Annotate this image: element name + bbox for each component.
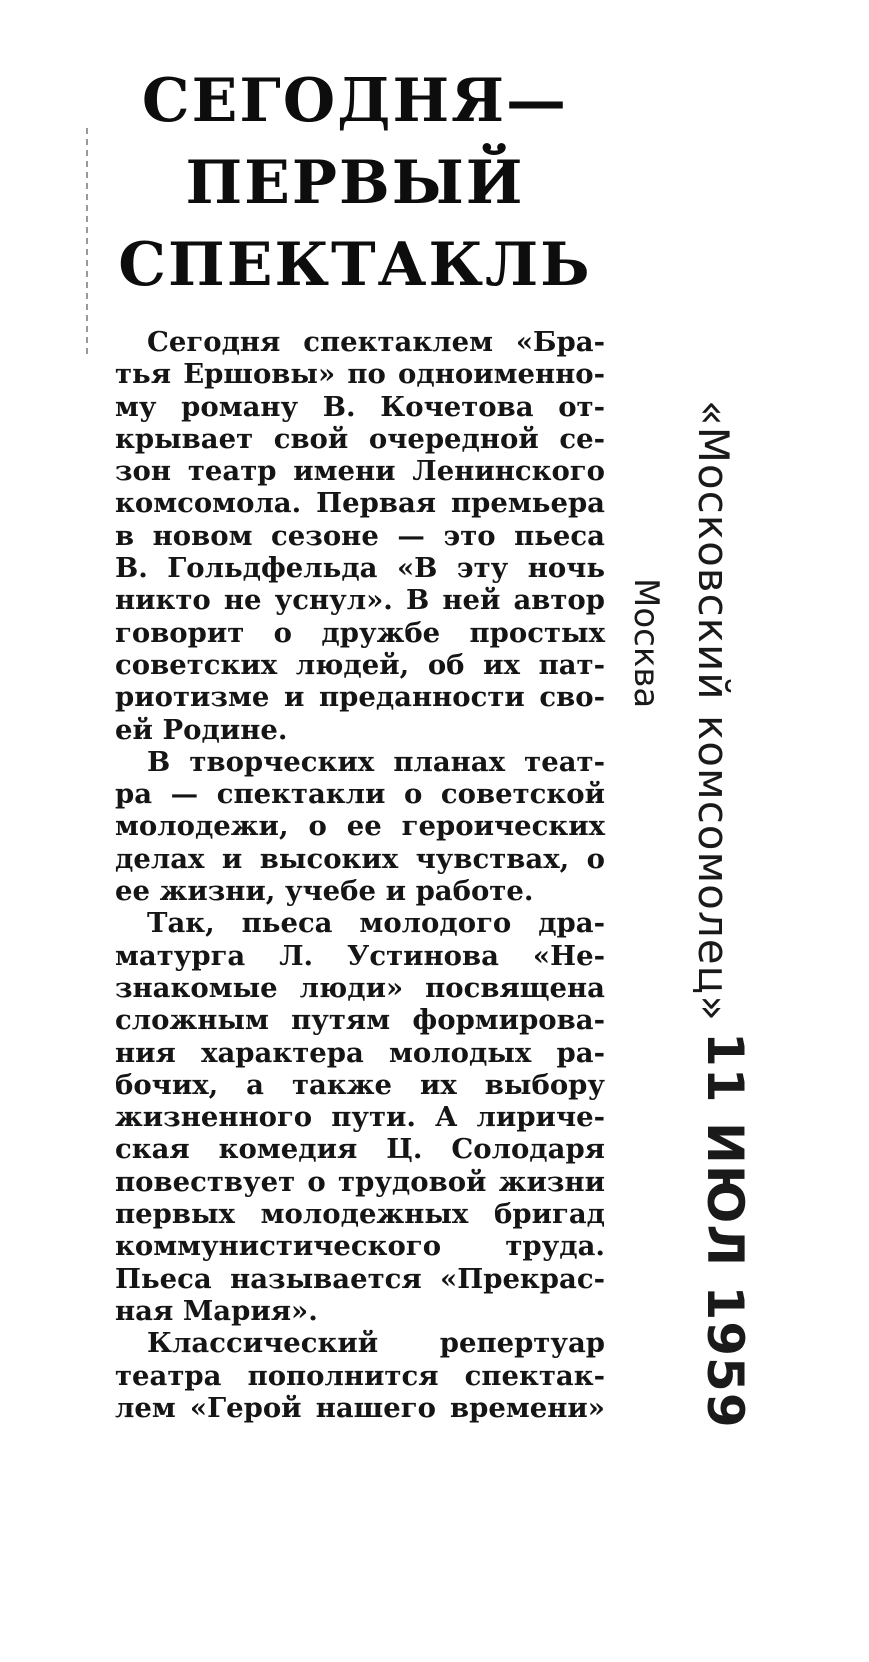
text-line: повествует о трудовой жизни [115, 1165, 605, 1198]
headline-line: СЕГОДНЯ— [141, 66, 569, 136]
headline-line: ПЕРВЫЙ [185, 148, 525, 218]
text-line: Пьеса называется «Прекрас- [115, 1262, 605, 1295]
text-line: ская комедия Ц. Солодаря [115, 1133, 605, 1166]
text-line: делах и высоких чувствах, о [115, 842, 605, 875]
text-line: Классический репертуар [147, 1327, 605, 1360]
article-paragraph [115, 907, 605, 1327]
text-line: крывает свой очередной се- [115, 422, 605, 455]
text-line: первых молодежных бригад [115, 1198, 605, 1231]
text-line: ная Мария». [115, 1294, 318, 1327]
text-line: ее жизни, учебе и работе. [115, 875, 534, 908]
article-paragraph [115, 326, 605, 746]
text-line: В творческих планах теат- [147, 745, 605, 778]
article-body [115, 326, 605, 1424]
text-line: ей Родине. [115, 713, 288, 746]
stamp-source-newspaper: «Московский комсомолец» [689, 400, 738, 1022]
text-line: В. Гольдфельда «В эту ночь [115, 552, 605, 585]
article-paragraph [115, 746, 605, 907]
text-line: тья Ершовы» по одноименно- [115, 358, 605, 391]
article-paragraph [115, 1327, 605, 1424]
text-line: сложным путям формирова- [115, 1004, 605, 1037]
stamp-date: 11 ИЮЛ 1959 [696, 1032, 754, 1429]
text-line: говорит о дружбе простых [115, 616, 605, 649]
text-line: коммунистического труда. [115, 1230, 605, 1263]
headline-line: СПЕКТАКЛЬ [118, 230, 592, 300]
text-line: ра — спектакли о советской [115, 778, 605, 811]
text-line: лем «Герой нашего времени» [115, 1391, 605, 1424]
text-line: никто не уснул». В ней автор [115, 584, 605, 617]
headline [105, 60, 605, 306]
text-line: бочих, а также их выбору [115, 1068, 605, 1101]
text-line: Так, пьеса молодого дра- [147, 907, 605, 940]
text-line: театра пополнится спектак- [115, 1359, 605, 1392]
text-line: ния характера молодых ра- [115, 1036, 605, 1069]
text-line: знакомые люди» посвящена [115, 971, 605, 1004]
text-line: советских людей, об их пат- [115, 648, 605, 681]
text-line: жизненного пути. А лириче- [115, 1101, 605, 1134]
text-line: му роману В. Кочетова от- [115, 390, 605, 423]
stamp-city: Москва [626, 578, 666, 709]
text-line: комсомола. Первая премьера [115, 487, 605, 520]
text-line: в новом сезоне — это пьеса [115, 519, 605, 552]
cut-edge-line [86, 128, 88, 358]
text-line: зон театр имени Ленинского [115, 455, 605, 488]
text-line: риотизме и преданности сво- [115, 681, 605, 714]
text-line: молодежи, о ее героических [115, 810, 605, 843]
text-line: матурга Л. Устинова «Не- [115, 939, 605, 972]
text-line: Сегодня спектаклем «Бра- [147, 326, 605, 358]
